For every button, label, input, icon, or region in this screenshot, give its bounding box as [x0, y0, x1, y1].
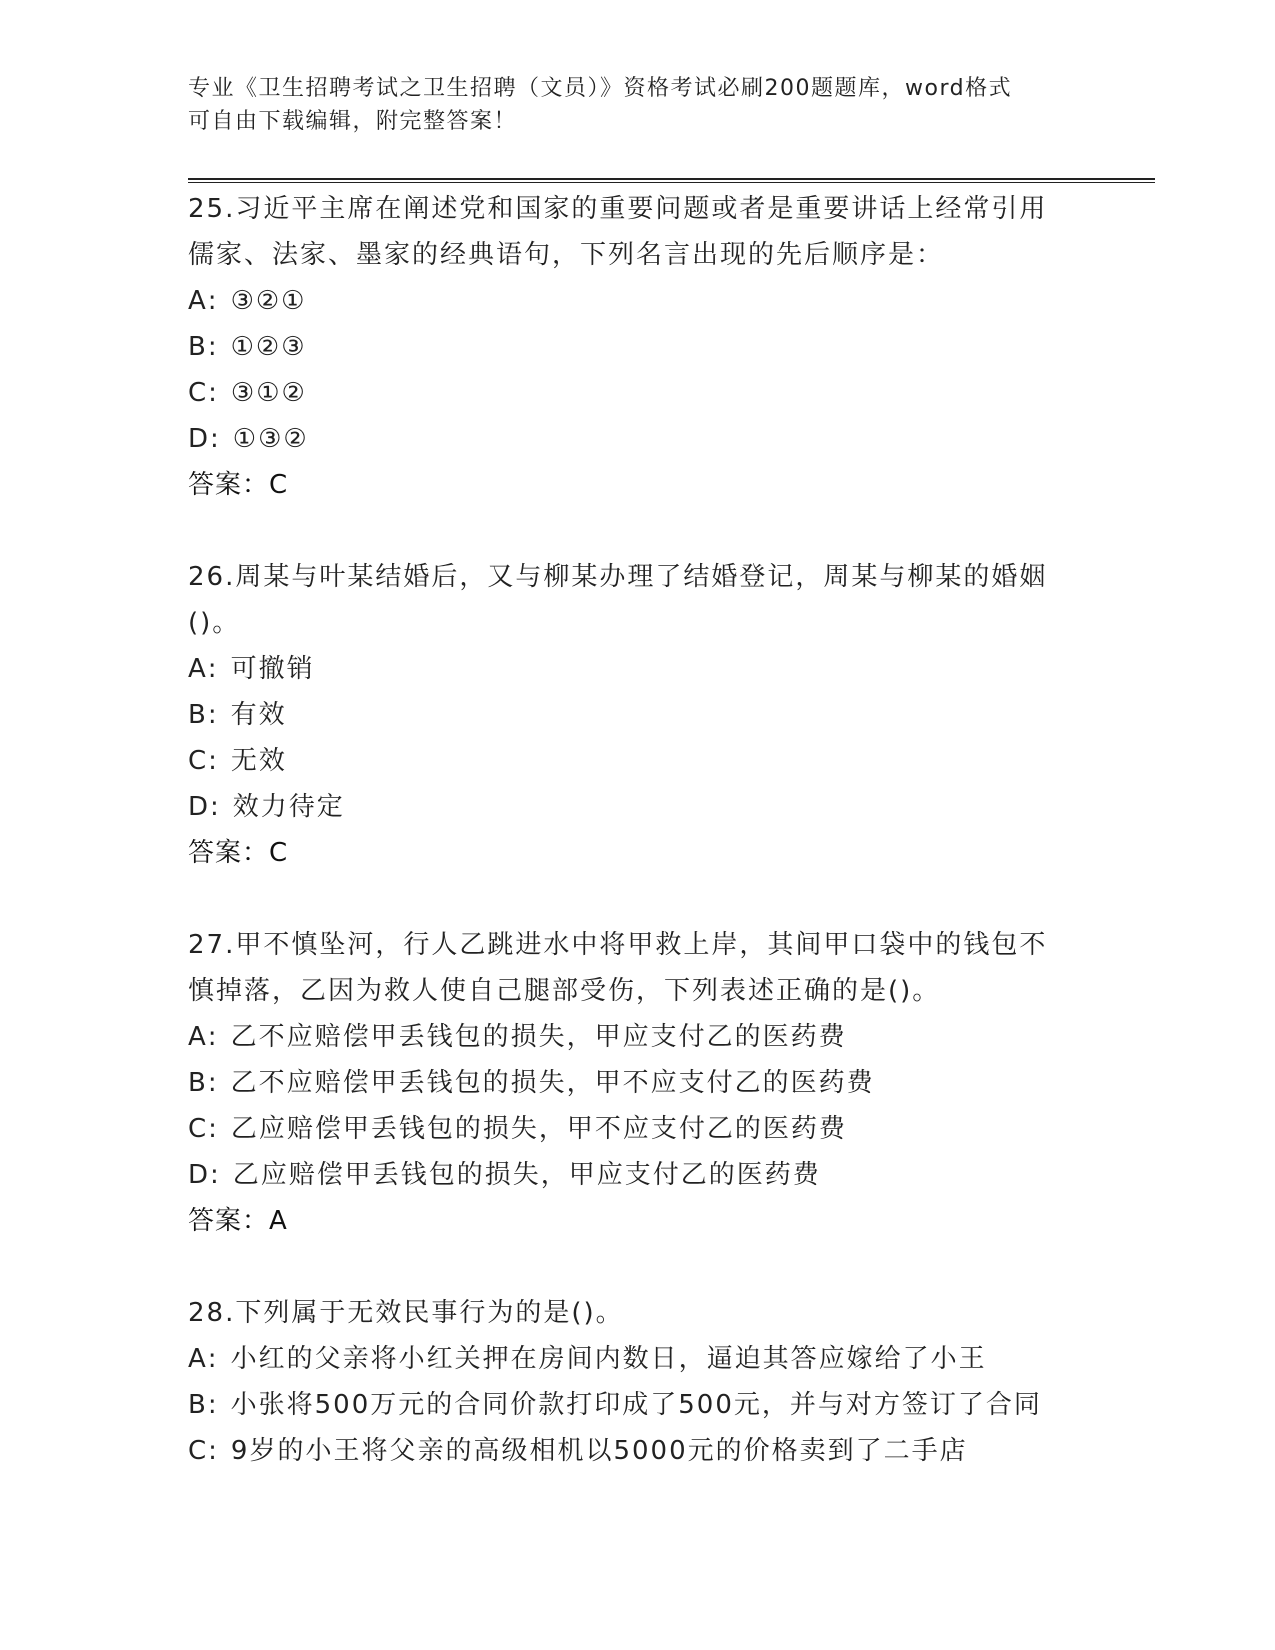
option-a: [188, 278, 1088, 324]
question-25: [188, 186, 1088, 508]
option-text: ③①②: [230, 378, 307, 408]
option-key: C: [188, 1114, 209, 1144]
option-text: 乙应赔偿甲丢钱包的损失，甲不应支付乙的医药费: [230, 1114, 847, 1144]
answer-line: 答案：C: [188, 470, 289, 500]
question-stem-line: ()。: [188, 608, 241, 638]
option-separator: :: [208, 378, 219, 408]
question-stem-line: 26.周某与叶某结婚后，又与柳某办理了结婚登记，周某与柳某的婚姻: [188, 562, 1048, 592]
option-b: [188, 1060, 1088, 1106]
header-divider-thick: [188, 178, 1155, 180]
option-key: C: [188, 746, 209, 776]
answer-line: 答案：C: [188, 838, 289, 868]
option-separator: :: [207, 1344, 219, 1374]
option-key: A: [188, 1344, 208, 1374]
option-separator: :: [208, 746, 219, 776]
question-spacer: [188, 876, 1088, 922]
option-d: [188, 416, 1088, 462]
question-list: [188, 186, 1088, 1474]
header-title-line-2: 可自由下载编辑，附完整答案！: [188, 109, 518, 134]
question-spacer: [188, 1244, 1088, 1290]
question-stem-line: 25.习近平主席在阐述党和国家的重要问题或者是重要讲话上经常引用: [188, 194, 1048, 224]
option-separator: :: [210, 424, 221, 454]
option-a: [188, 1336, 1088, 1382]
option-text: 9岁的小王将父亲的高级相机以5000元的价格卖到了二手店: [230, 1436, 968, 1466]
question-28: [188, 1290, 1088, 1474]
option-text: 有效: [230, 700, 287, 730]
question-stem-line: 28.下列属于无效民事行为的是()。: [188, 1298, 624, 1328]
option-key: B: [188, 332, 208, 362]
option-separator: :: [208, 1114, 219, 1144]
option-text: 无效: [230, 746, 287, 776]
option-b: [188, 1382, 1088, 1428]
option-key: A: [188, 1022, 208, 1052]
option-separator: :: [207, 1022, 219, 1052]
option-separator: :: [207, 1068, 219, 1098]
option-key: D: [188, 424, 211, 454]
option-separator: :: [207, 286, 219, 316]
option-text: 可撤销: [230, 654, 315, 684]
option-key: A: [188, 286, 208, 316]
option-separator: :: [207, 700, 219, 730]
option-text: 乙不应赔偿甲丢钱包的损失，甲应支付乙的医药费: [230, 1022, 847, 1052]
option-b: [188, 324, 1088, 370]
option-text: ①③②: [232, 424, 309, 454]
option-a: [188, 646, 1088, 692]
question-stem-line: 慎掉落，乙因为救人使自己腿部受伤，下列表述正确的是()。: [188, 976, 941, 1006]
option-key: B: [188, 700, 208, 730]
question-stem-line: 27.甲不慎坠河，行人乙跳进水中将甲救上岸，其间甲口袋中的钱包不: [188, 930, 1048, 960]
option-key: D: [188, 792, 211, 822]
option-c: [188, 1106, 1088, 1152]
option-key: A: [188, 654, 208, 684]
header-divider-thin: [188, 182, 1155, 183]
option-separator: :: [207, 1390, 219, 1420]
option-text: ③②①: [230, 286, 307, 316]
document-header: [188, 72, 1088, 138]
option-d: [188, 784, 1088, 830]
option-separator: :: [207, 332, 219, 362]
option-key: D: [188, 1160, 211, 1190]
option-text: 乙应赔偿甲丢钱包的损失，甲应支付乙的医药费: [232, 1160, 821, 1190]
option-text: 小红的父亲将小红关押在房间内数日，逼迫其答应嫁给了小王: [230, 1344, 987, 1374]
option-c: [188, 738, 1088, 784]
option-separator: :: [207, 654, 219, 684]
option-text: 乙不应赔偿甲丢钱包的损失，甲不应支付乙的医药费: [230, 1068, 875, 1098]
option-key: C: [188, 1436, 209, 1466]
option-c: [188, 370, 1088, 416]
option-key: B: [188, 1390, 208, 1420]
option-c: [188, 1428, 1088, 1474]
question-26: [188, 554, 1088, 876]
question-stem-line: 儒家、法家、墨家的经典语句，下列名言出现的先后顺序是：: [188, 240, 945, 270]
option-a: [188, 1014, 1088, 1060]
option-separator: :: [208, 1436, 219, 1466]
option-separator: :: [210, 1160, 221, 1190]
header-title-line-1: 专业《卫生招聘考试之卫生招聘（文员）》资格考试必刷200题题库，word格式: [188, 76, 1013, 101]
option-text: ①②③: [230, 332, 307, 362]
question-spacer: [188, 508, 1088, 554]
answer-line: 答案：A: [188, 1206, 288, 1236]
option-b: [188, 692, 1088, 738]
option-d: [188, 1152, 1088, 1198]
question-27: [188, 922, 1088, 1244]
option-key: B: [188, 1068, 208, 1098]
option-text: 效力待定: [232, 792, 345, 822]
option-key: C: [188, 378, 209, 408]
option-separator: :: [210, 792, 221, 822]
option-text: 小张将500万元的合同价款打印成了500元，并与对方签订了合同: [230, 1390, 1042, 1420]
